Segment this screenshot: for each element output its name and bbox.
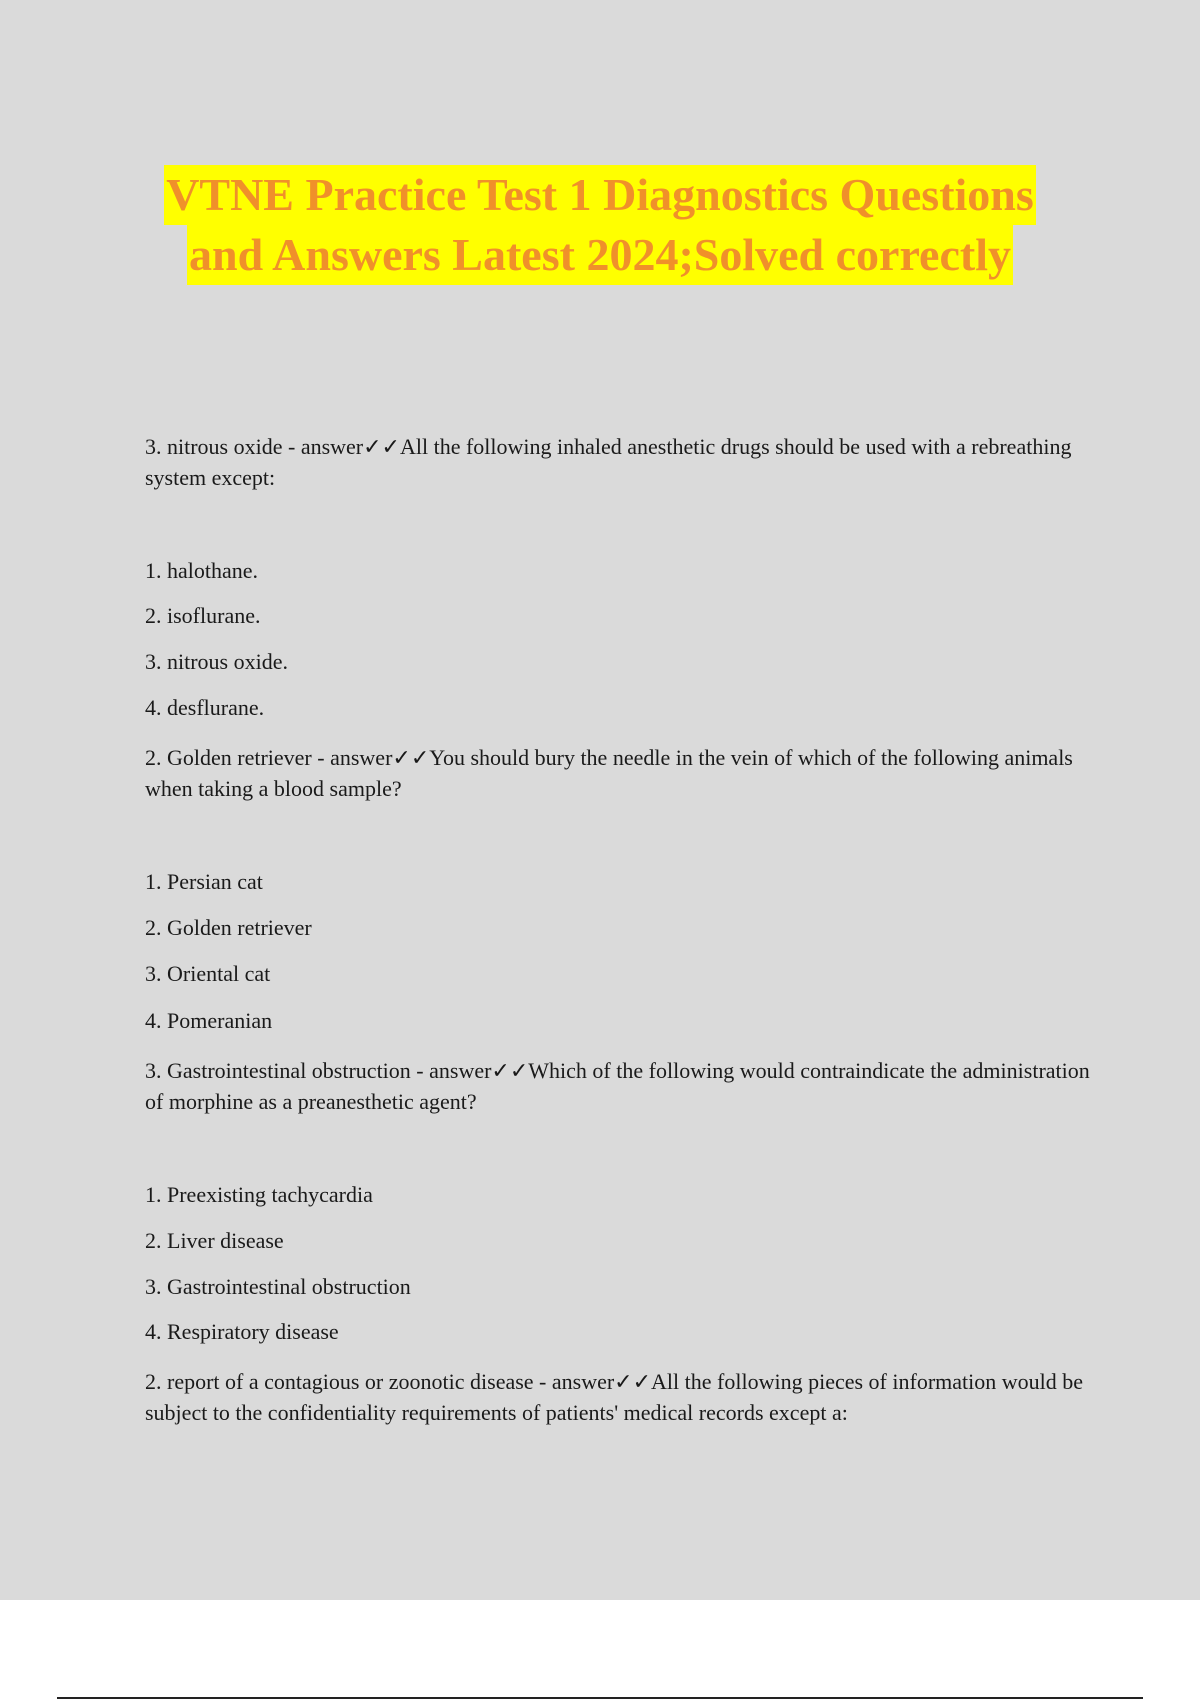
question-3: 3. Gastrointestinal obstruction - answer✓✓Which of the following would contraindicate the administration of morphine as a preanesthetic agent? [145, 1058, 1090, 1114]
question-4: 2. report of a contagious or zoonotic disease - answer✓✓All the following pieces of information would be subject to the confidentiality requirements of patients' medical records except a: [145, 1369, 1084, 1425]
question-3-option-3: 3. Gastrointestinal obstruction [145, 1274, 411, 1299]
question-2-option-3: 3. Oriental cat [145, 961, 271, 986]
footer-rule [57, 1697, 1143, 1699]
question-3-option-4: 4. Respiratory disease [145, 1319, 339, 1344]
question-1-option-2: 2. isoflurane. [145, 603, 261, 628]
question-3-option-2: 2. Liver disease [145, 1228, 284, 1253]
question-1-option-4: 4. desflurane. [145, 695, 265, 720]
question-2-option-1: 1. Persian cat [145, 869, 263, 894]
question-3-option-1: 1. Preexisting tachycardia [145, 1182, 373, 1207]
document-title [0, 165, 1200, 285]
question-2: 2. Golden retriever - answer✓✓You should bury the needle in the vein of which of the following animals when taking a blood sample? [145, 745, 1073, 801]
question-2-option-4: 4. Pomeranian [145, 1008, 273, 1033]
title-line-1: VTNE Practice Test 1 Diagnostics Questions [164, 165, 1036, 225]
question-1-option-3: 3. nitrous oxide. [145, 649, 288, 674]
question-1: 3. nitrous oxide - answer✓✓All the following inhaled anesthetic drugs should be used with a rebreathing system except: [145, 434, 1072, 490]
question-2-option-2: 2. Golden retriever [145, 915, 312, 940]
title-line-2: and Answers Latest 2024;Solved correctly [187, 225, 1013, 285]
question-1-option-1: 1. halothane. [145, 558, 259, 583]
